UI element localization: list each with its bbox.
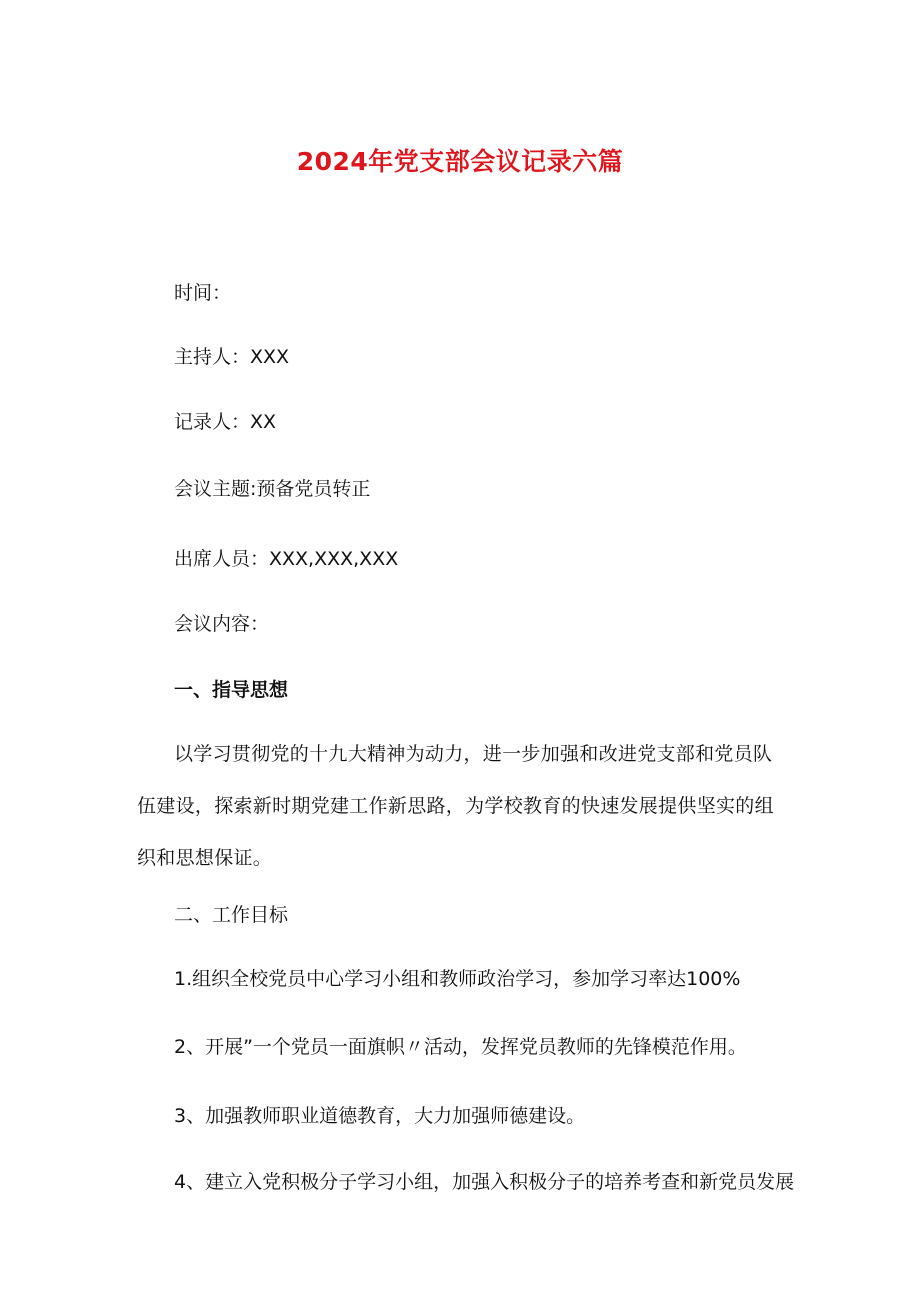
meeting-topic: 会议主题:预备党员转正 bbox=[174, 478, 371, 500]
meeting-host: 主持人：XXX bbox=[174, 346, 290, 368]
goal-item-4: 4、建立入党积极分子学习小组，加强入积极分子的培养考查和新党员发展 bbox=[174, 1171, 795, 1193]
section1-paragraph: 以学习贯彻党的十九大精神为动力，进一步加强和改进党支部和党员队伍建设，探索新时期党建工作新思路，为学校教育的快速发展提供坚实的组织和思想保证。 bbox=[137, 743, 774, 869]
goal-item-3: 3、加强教师职业道德教育，大力加强师德建设。 bbox=[174, 1105, 586, 1127]
document-title: 2024年党支部会议记录六篇 bbox=[296, 147, 624, 176]
meeting-recorder: 记录人：XX bbox=[174, 411, 277, 433]
goal-item-2: 2、开展”一个党员一面旗帜〃活动，发挥党员教师的先锋模范作用。 bbox=[174, 1036, 747, 1058]
meeting-content-label: 会议内容： bbox=[174, 613, 270, 635]
goal-item-1: 1.组织全校党员中心学习小组和教师政治学习，参加学习率达100% bbox=[174, 968, 741, 990]
meeting-attendees: 出席人员：XXX,XXX,XXX bbox=[174, 548, 399, 570]
section1-heading: 一、指导思想 bbox=[174, 679, 289, 701]
meeting-time: 时间： bbox=[174, 282, 232, 304]
section2-heading: 二、工作目标 bbox=[174, 904, 289, 926]
